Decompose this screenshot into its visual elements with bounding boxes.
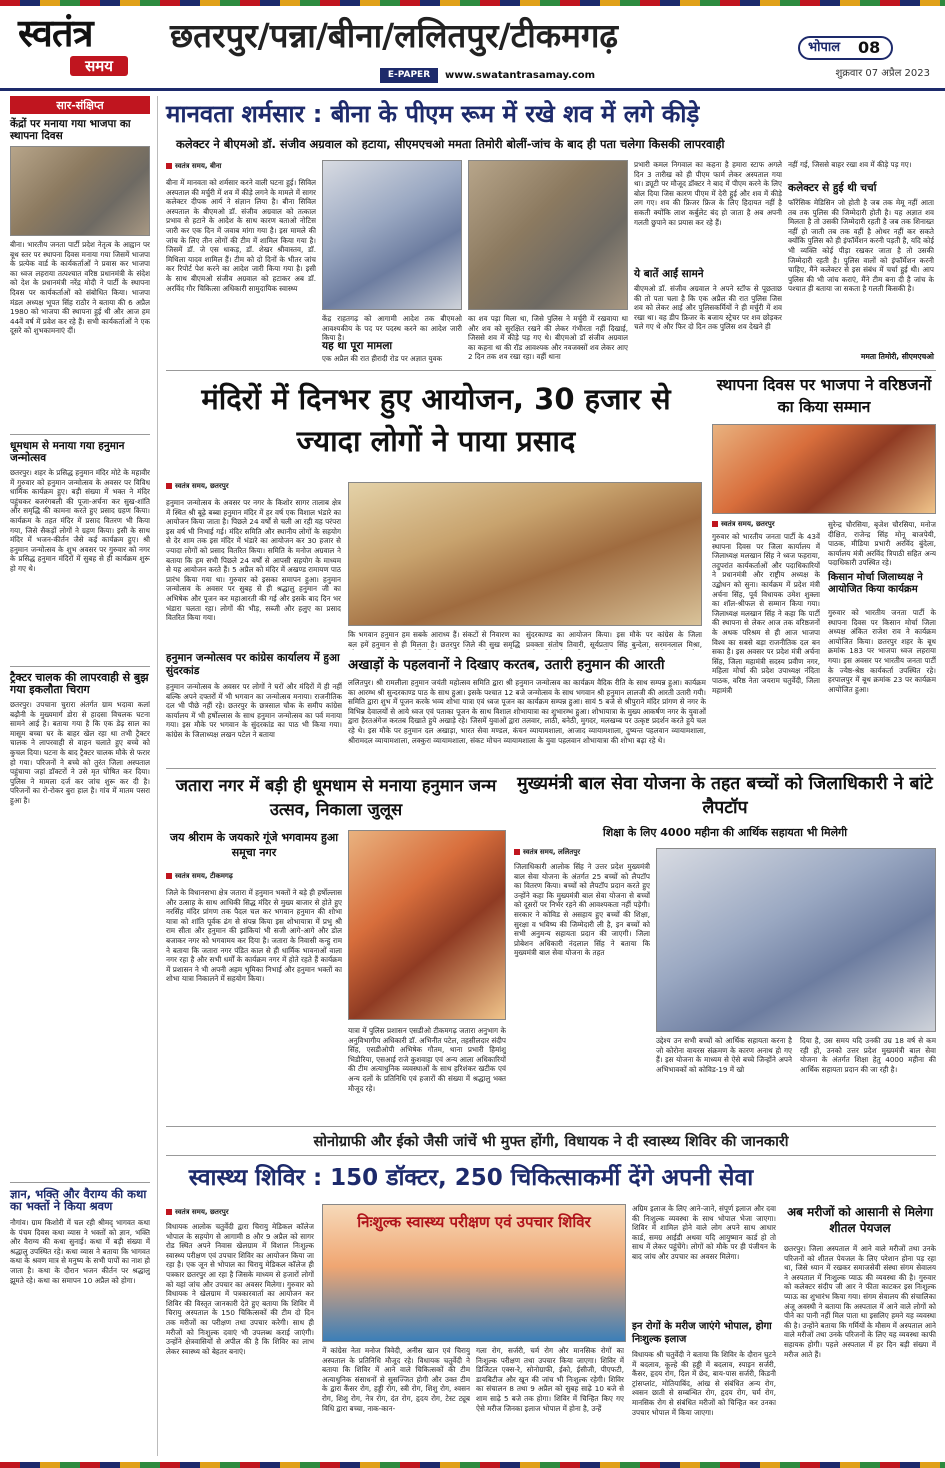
- masthead-color-strip: [0, 0, 945, 6]
- story7-col4b: विधायक श्री चतुर्वेदी ने बताया कि शिविर के दौरान घुटने में बदलाव, कूल्हे की हड्डी में बदलाव, स्पाइन सर्जरी, कैंसर, हृदय रोग, दिल में छेद, बाय-पास सर्जरी, किडनी ट्रांसप्लांट, मोतियाबिंद, आंख से संबंधित अन्य रोग, श्वसन छाती से सम्बन्धित रोग, हृदय रोग, चर्म रोग, मानसिक रोग से संबंधित मरीजों को चिन्हित कर उनका उपचार भोपाल में किया जाएगा।: [632, 1350, 776, 1417]
- story1-photo-officials: [468, 160, 628, 310]
- story1-col4-head: ये बातें आईं सामने: [634, 268, 704, 280]
- sidebar-divider: [10, 666, 150, 667]
- story-jatara: [166, 772, 506, 1124]
- story6-col1: जिलाधिकारी आलोक सिंह ने उत्तर प्रदेश मुख्यमंत्री बाल सेवा योजना के अंतर्गत 25 बच्चों को लैपटॉप का वितरण किया। बच्चों को लैपटॉप प्रदान करते हुए उन्होंने कहा कि मुख्यमंत्री बाल सेवा योजना से बच्चों को दूसरों पर निर्भर रहने की आवश्यकता नहीं पड़ेगी। सरकार ने कोविड से असहाय हुए बच्चों की शिक्षा, सुरक्षा व भविष्य की जिम्मेदारी ली है, इन बच्चों को सभी अनुमन्य सहायता प्रदान की जाएगी। जिला प्रोबेशन अधिकारी नंदलाल सिंह ने बताया कि मुख्यमंत्री बाल सेवा योजना के तहत: [514, 862, 650, 958]
- story-water: [784, 1204, 936, 1456]
- story1-col5-head: कलेक्टर से हुई थी चर्चा: [788, 182, 877, 194]
- story-akhada: [348, 656, 706, 762]
- issue-date: शुक्रवार 07 अप्रैल 2023: [835, 68, 930, 79]
- story2-photo-bhandara: [348, 482, 702, 626]
- story5-byline: स्वतंत्र समय, टीकमगढ़: [166, 872, 336, 881]
- story-temples: [166, 374, 706, 650]
- story1-col4: प्रभारी कमल निगवाल का कहना है हमारा स्टाफ अगले दिन 3 तारीख को ही पीएम फार्म लेकर अस्पताल गया था। ड्यूटी पर मौजूद डॉक्टर ने बाद में पीएम करने के लिए बोल दिया जिस कारण पीएम में देरी हुई और शव में कीड़े लग गए। शव की फ्रिजर फ्रिज के लिए हिदायत नहीं है सकती क्योंकि लाश कर्बुलेट बंद हो जाता है अब अपनी गलती छुपाने का प्रयास कर रहे हैं।: [634, 160, 782, 227]
- sidebar-item3-text: छतरपुर। उपचाना चुरारा अंतर्गत ग्राम भदावा कलां बढ़ौनी के मुख्यमार्ग डोरा से हादसा विचलक घटना सामने आई है। बताया गया है कि एक डेढ़ साल का मासूम बच्चा घर के बाहर खेल रहा था तभी ट्रैक्टर चालक ने लापरवाही से वाहन चलाते हुए बच्चे को कुचल दिया। घटना के बाद ट्रैक्टर चालक मौके से फरार हो गया। परिजनों ने बच्चे को तुरंत जिला अस्पताल पहुंचाया जहां डॉक्टरों ने उसे मृत घोषित कर दिया। पुलिस ने मामला दर्ज कर जांच शुरू कर दी है। परिजनों का रो-रोकर बुरा हाल है। गांव में मातम पसरा हुआ है।: [10, 700, 150, 805]
- masthead-divider: [0, 88, 945, 91]
- story1-photo-freezer: [322, 160, 462, 310]
- story2-headline: मंदिरों में दिनभर हुए आयोजन, 30 हजार से ज्यादा लोगों ने पाया प्रसाद: [201, 382, 671, 458]
- sidebar-item4-head: ज्ञान, भक्ति और वैराग्य की कथा का भक्तों ने किया श्रवण: [10, 1187, 147, 1213]
- story2-col1: हनुमान जन्मोत्सव के अवसर पर नगर के किशोर सागर तालाब क्षेत्र में स्थित श्री बूढ़े बब्बा हनुमान मंदिर में हर वर्ष एक विशाल भंडारे का आयोजन किया जाता है। पिछले 24 वर्षों से चली आ रही यह परंपरा इस वर्ष भी निभाई गई। मंदिर समिति और स्थानीय लोगों के सहयोग से देर शाम तक इस मंदिर में भंडारे का आयोजन कर 30 हजार से ज्यादा लोगों को प्रसाद वितरित किया। समिति के मनोज अग्रवाल ने बताया कि हम सभी पिछले 24 वर्षों से आपसी सहयोग के माध्यम से यह आयोजन करते हैं। 5 अप्रैल को मंदिर में अखण्ड रामायण पाठ प्रारंभ किया गया था। गुरुवार को इसका समापन हुआ। हनुमान जन्मोत्सव के अवसर पर सुबह से ही श्रद्धालु हनुमान जी का अभिषेक और पूजन कर महाआरती की गई और इसके बाद दिन भर भंडारा चलता रहा। लोगों की भीड़, सब्जी और हलुए का प्रसाद वितरित किया गया।: [166, 498, 341, 623]
- story3-col2: सुरेन्द्र चौरसिया, बृजेश चौरसिया, मनोज दीक्षित, राजेन्द्र सिंह मोनू बाजपेयी, पाठक, मीडिया प्रभारी अरविंद बुंदेला, कार्यालय मंत्री अरविंद त्रिपाठी सहित अन्य पदाधिकारी उपस्थित रहे।: [828, 520, 936, 568]
- story6-col3: दिया है, उस समय यदि उनकी उम्र 18 वर्ष से कम रही हो, उनको उत्तर प्रदेश मुख्यमंत्री बाल सेवा योजना के अंतर्गत शिक्षा हेतु 4000 महीना की आर्थिक सहायता प्रदान की जा रही है।: [800, 1036, 936, 1074]
- sidebar-item1-text: बीना। भारतीय जनता पार्टी प्रदेश नेतृत्व के आह्वान पर बूथ स्तर पर स्थापना दिवस मनाया गया जिसमें भाजपा के प्रत्येक वार्ड के कार्यकर्ताओं ने प्रवास कर भाजपा का ध्वज लहराया तत्पश्चात वरिष्ठ प्रधानमंत्री के संदेश को देश के प्रधानमंत्री नरेंद्र मोदी ने पार्टी के स्थापना दिवस पर कार्यकर्ताओं को संबोधित किया। भाजपा मंडल अध्यक्ष भूपत सिंह राठौर ने बताया की 6 अप्रैल 1980 को भाजपा की स्थापना हुई थी और आज हम 44वें वर्ष में प्रवेश कर रहे हैं। सभी कार्यकर्ताओं ने एक दूसरे को शुभकामनाएं दीं।: [10, 240, 150, 336]
- story4-text: ललितपुर। श्री रामलीला हनुमान जयंती महोत्सव समिति द्वारा श्री हनुमान जन्मोत्सव का कार्यक्रम वैदिक रीति के साथ सम्पन्न हुआ। कार्यक्रम का आरम्भ श्री सुन्दरकाण्ड पाठ के साथ हुआ। इसके पश्चात 12 बजे जन्मोत्सव के साथ भगवान श्री हनुमान लालजी की आरती उतारी गयी। समिति द्वारा शुभ में पूजन करके भव्य शोभा यात्रा एवं ध्वज पूजन का कार्यक्रम सम्पन्न हुआ। सायं 5 बजे से श्रीपुराने मंदिर प्रांगण से नगर के विभिन्न देवालयों से आये ध्वज एवं पताका पूजन के साथ विशाल शोभायात्रा का शुभारम्भ हुआ। शोभायात्रा के मुख्य आकर्षण नगर के युवाओं द्वारा हैरतअंगेज करतब दिखाते हुये अखाड़े रहे। जिसमें युवाओं द्वारा तलवार, लाठी, बनेठी, मुगदर, मलखम्ब पर उत्कृष्ट प्रदर्शन करते हुये चल रहे थे। इस मौके पर हनुमान दल अखाड़ा, भारत सेवा मण्डल, कंचन व्यायामशाला, आजाद व्यायामशाला, दुष्यन्त पहलवान व्यायामशाला, श्रीरामदल व्यायामशाला, लक्कुरा व्यायामशाला, संकट मोचन व्यायामशाला के युवा पहलवान शोभायात्रा की शोभा बढ़ा रहे थे।: [348, 678, 706, 745]
- story2-continued: [166, 652, 342, 762]
- masthead-cities: छतरपुर/पन्ना/बीना/ललितपुर/टीकमगढ़: [170, 16, 619, 55]
- story1-col3: का शव पड़ा मिला था, जिसे पुलिस ने मर्चुरी में रखवाया था और शव को सुरक्षित रखने की लेकर गंभीरता नहीं दिखाई, जिससे शव में कीड़े पड़ गए थे। बीएमओ डॉ संजीव अग्रवाल का कहना था की रॉड आवश्यक और नवजक्सों शव लेकर आए 2 दिन तक शव रखा रहा। वहीं थाना: [468, 314, 628, 362]
- website-url[interactable]: www.swatantrasamay.com: [445, 70, 596, 81]
- story1-col5-sign: ममता तिमोरी, सीएमएचओ: [860, 352, 934, 361]
- story7-col3: गला रोग, सर्जरी, चर्म रोग और मानसिक रोगों का निःशुल्क परीक्षण तथा उपचार किया जाएगा। शिविर में डिजिटल एक्स-रे, सोनोग्राफी, ईको, ईसीजी, पीएफटी, डायबिटीज और खून की जांच भी निःशुल्क रहेगी। शिविर का संचालन 8 तथा 9 अप्रैल को सुबह साढ़े 10 बजे से शाम साढ़े 5 बजे तक होगा। शिविर में चिन्हित किए गए ऐसे मरीज जिनका इलाज भोपाल में होना है, उन्हें: [476, 1346, 624, 1413]
- story5-photo-procession: [348, 830, 506, 1020]
- sidebar-item2-head: धूमधाम से मनाया गया हनुमान जन्मोत्सव: [10, 440, 125, 464]
- story3-headline: स्थापना दिवस पर भाजपा ने वरिष्ठजनों का किया सम्मान: [716, 376, 932, 416]
- sidebar-item4-text: नौगांव। ग्राम किशोरी में चल रही श्रीमद् भागवत कथा के पंचम दिवस कथा व्यास ने भक्तों को ज्ञान, भक्ति और वैराग्य की कथा सुनाई। कथा में बड़ी संख्या में श्रद्धालु उपस्थित रहे। कथा व्यास ने बताया कि भागवत कथा के श्रवण मात्र से मनुष्य के सभी पापों का नाश हो जाता है। कथा के दौरान भजन कीर्तन पर श्रद्धालु झूमते रहे। कथा का समापन 10 अप्रैल को होगा।: [10, 1218, 150, 1285]
- story7-col4: अग्रिम इलाज के लिए आने-जाने, संपूर्ण इलाज और दवा की निःशुल्क व्यवस्था के साथ भोपाल भेजा जाएगा। शिविर में शामिल होने वाले लोग अपने साथ आधार कार्ड, समग्र आईडी अथवा यदि आयुष्मान कार्ड हो तो साथ में लेकर पहुंचेंगे। लोगों को मौके पर ही पंजीयन के बाद जांच और उपचार का अवसर मिलेगा।: [632, 1204, 776, 1261]
- sidebar-item2-text: छतरपुर। शहर के प्रसिद्ध हनुमान मंदिर मोटे के महावीर में गुरुवार को हनुमान जन्मोत्सव के अवसर पर विविध धार्मिक कार्यक्रम हुए। बड़ी संख्या में भक्त ने मंदिर पहुंचकर बजरंगबली की पूजा-अर्चना कर सुख-शांति और समृद्धि की कामना करते हुए प्रसाद ग्रहण किया। कार्यक्रम के तहत मंदिर में प्रसाद वितरण भी किया गया, जिसे सैकड़ों लोगों ने ग्रहण किया। इसी के साथ मंदिर में भजन-कीर्तन जैसे कई कार्यक्रम हुए। श्री हनुमान जन्मोत्सव के शुभ अवसर पर गुरुवार को नगर के प्रसिद्ध हनुमान मंदिरों में सुबह से ही कार्यक्रम शुरू हो गए थे।: [10, 468, 150, 573]
- story6-subhead: शिक्षा के लिए 4000 महीना की आर्थिक सहायता भी मिलेगी: [602, 826, 848, 839]
- health-camp-band: [166, 1126, 936, 1156]
- story1-byline: स्वतंत्र समय, बीना: [166, 162, 306, 171]
- story5-col1: जिले के विधानसभा क्षेत्र जतारा में हनुमान भक्तों ने बड़े ही हर्षोल्लास और उत्साह के साथ आधिकी सिद्ध मंदिर से मुख्य बाजार से होते हुए नरसिंह मंदिर प्रांगण तक पैदल चल कर भगवान हनुमान की शोभा यात्रा को शांति पूर्वक ढंग से संपन्न किया इस शोभायात्रा में प्रभु श्री राम सीता और हनुमान की झांकियां भी सजी आगे-आगे और डोल बजाकर नगर को भगवामय कर दिया है। जतारा के निवासी कन्हु राम ने बताया कि जतारा नगर पंडित काल से ही धार्मिक भावनाओं वाला नगर रहा है और सभी धर्मों के कार्यक्रम नगर में होते रहते हैं कार्यक्रम में प्रशासन ने भी अपनी अहम भूमिका निभाई और हनुमान भक्तों का शोभा यात्रा निकालने में सहयोग किया।: [166, 888, 342, 984]
- story-health-camp: [166, 1160, 776, 1456]
- edition-city: भोपाल: [808, 40, 841, 55]
- sidebar: [10, 96, 158, 1456]
- footer-color-strip: [0, 1462, 945, 1468]
- sidebar-title: सार-संक्षिप्त: [10, 96, 150, 114]
- story8-headline: अब मरीजों को आसानी से मिलेगा शीतल पेयजल: [786, 1205, 934, 1235]
- story-bjp: [712, 374, 936, 762]
- logo: [18, 12, 158, 84]
- story1-col2: केंद्र राहतगढ़ को आगामी आदेश तक बीएमओ आवश्यकीय के पद पर पदस्थ करने का आदेश जारी किया है।: [322, 314, 462, 342]
- story2-col1b: हनुमान जन्मोत्सव के अवसर पर लोगों ने घरों और मंदिरों में ही नहीं बल्कि अपने दफ्तरों में भी भगवान का जन्मोत्सव मनाया। राजनीतिक दल भी पीछे नहीं रहे। छतरपुर के छत्रसाल चौक के समीप कांग्रेस कार्यालय में भी हर्षोल्लास के साथ हनुमान जन्मोत्सव का पर्व मनाया गया। इस मौके पर भगवान के सुंदरकांड का पाठ भी किया गया। कांग्रेस के जिलाध्यक्ष लखन पटेल ने बताया: [166, 682, 342, 739]
- story1-col4b: बीएमओ डॉ. संजीव अग्रवाल ने अपने स्टॉफ से पूछताछ की तो पता चला है कि एक अप्रैल की रात पुलिस जिस शव को लेकर आई और पुलिसकर्मियों ने ही मर्चुरी में शव रखा था। वह डीप फ्रिजर के बजाय स्ट्रेचर पर शव छोड़कर चले गए थे और फिर दो दिन तक पुलिस शव देखने ही: [634, 284, 782, 332]
- story7-col1: विधायक आलोक चतुर्वेदी द्वारा चिरायु मेडिकल कॉलेज भोपाल के सहयोग से आगामी 8 और 9 अप्रैल को सागर रोड स्थित अपने निवास खेलग्राम में विशाल निःशुल्क स्वास्थ्य परीक्षण एवं उपचार शिविर का आयोजन किया जा रहा है। एक जून से भोपाल का चिरायु मेडिकल कॉलेज ही पत्रकार छतरपुर आ रहा है जिसके माध्यम से हजारों लोगों को यहां जांच और उपचार का अवसर मिलेगा। गुरुवार को विधायक ने खेलग्राम में पत्रकारवार्ता का आयोजन कर शिविर की विस्तृत जानकारी देते हुए बताया कि शिविर में चिरायु अस्पताल के 150 चिकित्सकों की टीम दो दिन तक मरीजों का परीक्षण तथा उपचार करेगी। साथ ही मरीजों को निःशुल्क दवाएं भी उपलब्ध कराई जाएंगी। उन्होंने क्षेत्रवासियों से अपील की है कि शिविर का लाभ लेकर स्वास्थ्य को बेहतर बनाएं।: [166, 1222, 314, 1356]
- sidebar-divider: [10, 434, 150, 435]
- story7-headline: स्वास्थ्य शिविर : 150 डॉक्टर, 250 चिकित्साकर्मी देंगे अपनी सेवा: [188, 1165, 754, 1191]
- section-divider: [166, 370, 936, 371]
- story5-subhead: जय श्रीराम के जयकारे गूंजे भगवामय हुआ समूचा नगर: [169, 831, 339, 859]
- story5-headline: जतारा नगर में बड़ी ही धूमधाम से मनाया हनुमान जन्म उत्सव, निकाला जुलूस: [175, 776, 497, 819]
- story7-byline: स्वतंत्र समय, छतरपुर: [166, 1208, 316, 1217]
- sidebar-item1-photo: [10, 146, 150, 236]
- story3-col1: गुरुवार को भारतीय जनता पार्टी के 43वें स्थापना दिवस पर जिला कार्यालय में जिलाध्यक्ष मलखान सिंह ने ध्वज फहराया, तदुपरांत कार्यकर्ताओं और पदाधिकारियों ने प्रधानमंत्री और राष्ट्रीय अध्यक्ष के उद्बोधन को सुना। कार्यक्रम में प्रदेश मंत्री अर्चना सिंह, पूर्व विधायक उमेश शुक्ला का शॉल-श्रीफल से सम्मान किया गया। जिलाध्यक्ष मलखान सिंह ने कहा कि पार्टी की स्थापना से लेकर आज तक वरिष्ठजनों के अथक परिश्रम से ही आज भाजपा विश्व का सबसे बड़ा राजनीतिक दल बन सका है। इस अवसर पर प्रदेश मंत्री अर्चना सिंह, जिला महामंत्री सदस्य प्रवीण नगर, महिला मोर्चा की प्रदेश उपाध्यक्ष नंदिता पाठक, वरिष्ठ नेता जयराम चतुर्वेदी, जिला महामंत्री: [712, 532, 820, 695]
- story7-col2: में कांग्रेस नेता मनोज त्रिवेदी, अनीस खान एवं चिरायु अस्पताल के प्रतिनिधि मौजूद रहे। विधायक चतुर्वेदी ने बताया कि शिविर में आने वाले चिकित्सकों की टीम अत्याधुनिक संसाधनों से सुसज्जित होगी और उक्त टीम के द्वारा कैंसर रोग, हड्डी रोग, स्त्री रोग, शिशु रोग, श्वसन रोग, शिशु रोग, नेत्र रोग, दंत रोग, हृदय रोग, टेस्ट ट्यूब विधि द्वारा बच्चा, नाक-कान-: [322, 1346, 470, 1413]
- story5-col2: यात्रा में पुलिस प्रशासन एसडीओ टीकमगढ़ जतारा अनुभाग के अनुविभागीय अधिकारी डॉ. अभिनीत पटेल, तहसीलदार संदीप सिंह, एसडीओपी अभिषेक गौतम, थाना प्रभारी हिमांशु भिडौरिया, एसआई राजे कुशवाहा एवं अन्य आला अधिकारियों की टीम अत्याधुनिक व्यवस्थाओं के साथ हरिशंकर खटीक एवं अन्य दलों के प्रतिनिधि एवं हजारों की संख्या में श्रद्धालु भक्त मौजूद रहे।: [348, 1026, 506, 1093]
- story3-col2-head: किसान मोर्चा जिलाध्यक्ष ने आयोजित किया कार्यक्रम: [828, 572, 923, 595]
- story-laptop: [514, 772, 936, 1124]
- sidebar-divider: [10, 1182, 150, 1183]
- story6-col2: उद्देश्य उन सभी बच्चों को आर्थिक सहायता करना है जो कोरोना वायरस संक्रमण के कारण अनाथ हो गए हैं। इस योजना के माध्यम से ऐसे बच्चे जिन्होंने अपने अभिभावकों को कोविड-19 में खो: [656, 1036, 792, 1074]
- story2-byline: स्वतंत्र समय, छतरपुर: [166, 482, 336, 491]
- story1-col2-head: यह था पूरा मामला: [322, 340, 393, 352]
- story3-byline: स्वतंत्र समय, छतरपुर: [712, 520, 822, 529]
- story1-col5: नहीं गई, जिससे बाहर रखा शव में कीड़े पड़ गए।: [788, 160, 912, 169]
- story1-headline: मानवता शर्मसार : बीना के पीएम रूम में रखे शव में लगे कीड़े: [166, 100, 700, 128]
- story7-col4-head: इन रोगों के मरीज जाएंगे भोपाल, होगा निःशुल्क इलाज: [632, 1321, 772, 1345]
- story1-col2b: एक अप्रैल की रात हीरादी रोड पर अज्ञात युवक: [322, 354, 443, 363]
- story3-photo: [712, 424, 936, 514]
- story2-col3: सुंदरकाण्ड का आयोजन किया। इस मौके पर कांग्रेस के जिला प्रवक्ता संतोष तिवारी, सूर्यप्रताप सिंह बुन्देला, सरमनलाल मिश्रा,: [526, 630, 702, 649]
- story1-subhead: कलेक्टर ने बीएमओ डॉ. संजीव अग्रवाल को हटाया, सीएमएचओ ममता तिमोरी बोलीं-जांच के बाद ही पता चलेगा किसकी लापरवाही: [176, 137, 725, 151]
- story6-headline: मुख्यमंत्री बाल सेवा योजना के तहत बच्चों को जिलाधिकारी ने बांटे लैपटॉप: [517, 774, 933, 818]
- story2-col1-head: हनुमान जन्मोत्सव पर कांग्रेस कार्यालय में हुआ सुंदरकांड: [166, 652, 340, 677]
- story6-byline: स्वतंत्र समय, ललितपुर: [514, 848, 684, 857]
- story7-banner-text: निःशुल्क स्वास्थ्य परीक्षण एवं उपचार शिविर: [357, 1213, 591, 1231]
- story2-col2: कि भगवान हनुमान हम सबके आराध्य हैं। संकटों से निवारण का बल हमें हनुमान से ही मिलता है। छतरपुर जिले की सुख समृद्धि: [348, 630, 520, 649]
- sidebar-item1-head: केंद्रों पर मनाया गया भाजपा का स्थापना दिवस: [10, 118, 131, 142]
- story6-photo-laptop: [656, 848, 936, 1032]
- story8-text: छतरपुर। जिला अस्पताल में आने वाले मरीजों तथा उनके परिजनों को शीतल पेयजल के लिए परेशान होना पड़ रहा था, जिसे ध्यान में रखकर समाजसेवी संस्था संगम सेवालय ने अस्पताल में निःशुल्क प्याऊ की व्यवस्था की है। गुरुवार को कलेक्टर संदीप जी आर ने फीता काटकर इस निःशुल्क प्याऊ का शुभारंभ किया गया। संगम सेवालय की संचालिका अंजू अवस्थी ने बताया कि अस्पताल में आने वाले लोगों को पीने का पानी नहीं मिल पाता था इसलिए हमने यह व्यवस्था की है। उन्होंने बताया कि गर्मियों के मौसम में अस्पताल आने वाले मरीजों तथा उनके परिजनों के लिए यह व्यवस्था काफी सहायक होगी। पहले अस्पताल में हर दिन बड़ी संख्या में मरीज आते हैं।: [784, 1244, 936, 1359]
- logo-top-text: स्वतंत्र: [18, 10, 93, 55]
- story-bina: [166, 98, 936, 368]
- story1-col5b: फॉरेंसिक मेडिसिन जो होती है जब तक मेमू नहीं आता तब तक पुलिस की जिम्मेदारी होती है। यह अज्ञात शव मिलता है तो उसकी जिम्मेदारी रहती है जब तक शिनाख्त नहीं हो जाती तब तक वहीं है ओथर नहीं कर सकते क्योंकि पुलिस को ही इंफॉर्मेशन करनी पड़ती है, यदि कोई भी व्यक्ति कोई पीड़ा रखकर जाता है तो उसकी जिम्मेदारी रहती है। पुलिस वालों को इंफॉर्मेशन करनी चाहिए, मैंने कलेक्टर से इस संबंध में चर्चा हुई थी। आप पुलिस की भी जांच कराएं, मैंने टीम बना दी है जांच के पश्चात ही बताया जा सकता है गलती किसकी है।: [788, 198, 934, 294]
- page-number: 08: [858, 38, 881, 57]
- story1-col1: बीना में मानवता को शर्मसार करने वाली घटना हुई। सिविल अस्पताल की मर्चुरी में शव में कीड़े लगने के मामले में सागर कलेक्टर दीपक आर्य ने संज्ञान लिया है। बीना सिविल अस्पताल के बीएमओ डॉ. संजीव अग्रवाल को तत्काल प्रभाव से हटाने के आदेश के साथ कारण बताओ नोटिस जारी कर एक दिन में जवाब मांगा गया है। इस मामले की जांच के लिए तीन लोगों की टीम में शामिल किया गया है। जिसमें डॉ. जे एस धाकड़, डॉ. शेखर श्रीवास्तव, डॉ. मिथिला यादव शामिल हैं। टीम को दो दिनों के भीतर जांच कर रिपोर्ट पेश करने का आदेश जारी किया गया है। इसी के साथ बीएमओ संजीव अग्रवाल को हटाकर अब डॉ. अरविंद गौर चिकित्सा अधिकारी सामुदायिक स्वास्थ्य: [166, 178, 316, 293]
- masthead: [0, 0, 945, 92]
- logo-bottom-text: समय: [85, 57, 113, 75]
- story3-col2b: गुरुवार को भारतीय जनता पार्टी के स्थापना दिवस पर किसान मोर्चा जिला अध्यक्ष अंकित राजेश राव ने कार्यक्रम आयोजित किया। छतरपुर शहर के बूथ क्रमांक 183 पर भाजपा ध्वज लहराया गया। इस अवसर पर भारतीय जनता पार्टी के ज्येष्ठ-श्रेष्ठ कार्यकर्ता उपस्थित रहे। हरपालपुर में बूथ क्रमांक 23 पर कार्यक्रम आयोजित हुआ।: [828, 608, 936, 694]
- sidebar-item3-head: ट्रैक्टर चालक की लापरवाही से बुझ गया इकलौता चिराग: [10, 671, 149, 696]
- section-divider: [166, 768, 936, 769]
- story4-headline: अखाड़ों के पहलवानों ने दिखाए करतब, उतारी हनुमान की आरती: [348, 657, 665, 673]
- epaper-badge: E-PAPER: [380, 68, 438, 83]
- band-text: सोनोग्राफी और ईको जैसी जांचें भी मुफ्त होंगी, विधायक ने दी स्वास्थ्य शिविर की जानकारी: [313, 1134, 789, 1150]
